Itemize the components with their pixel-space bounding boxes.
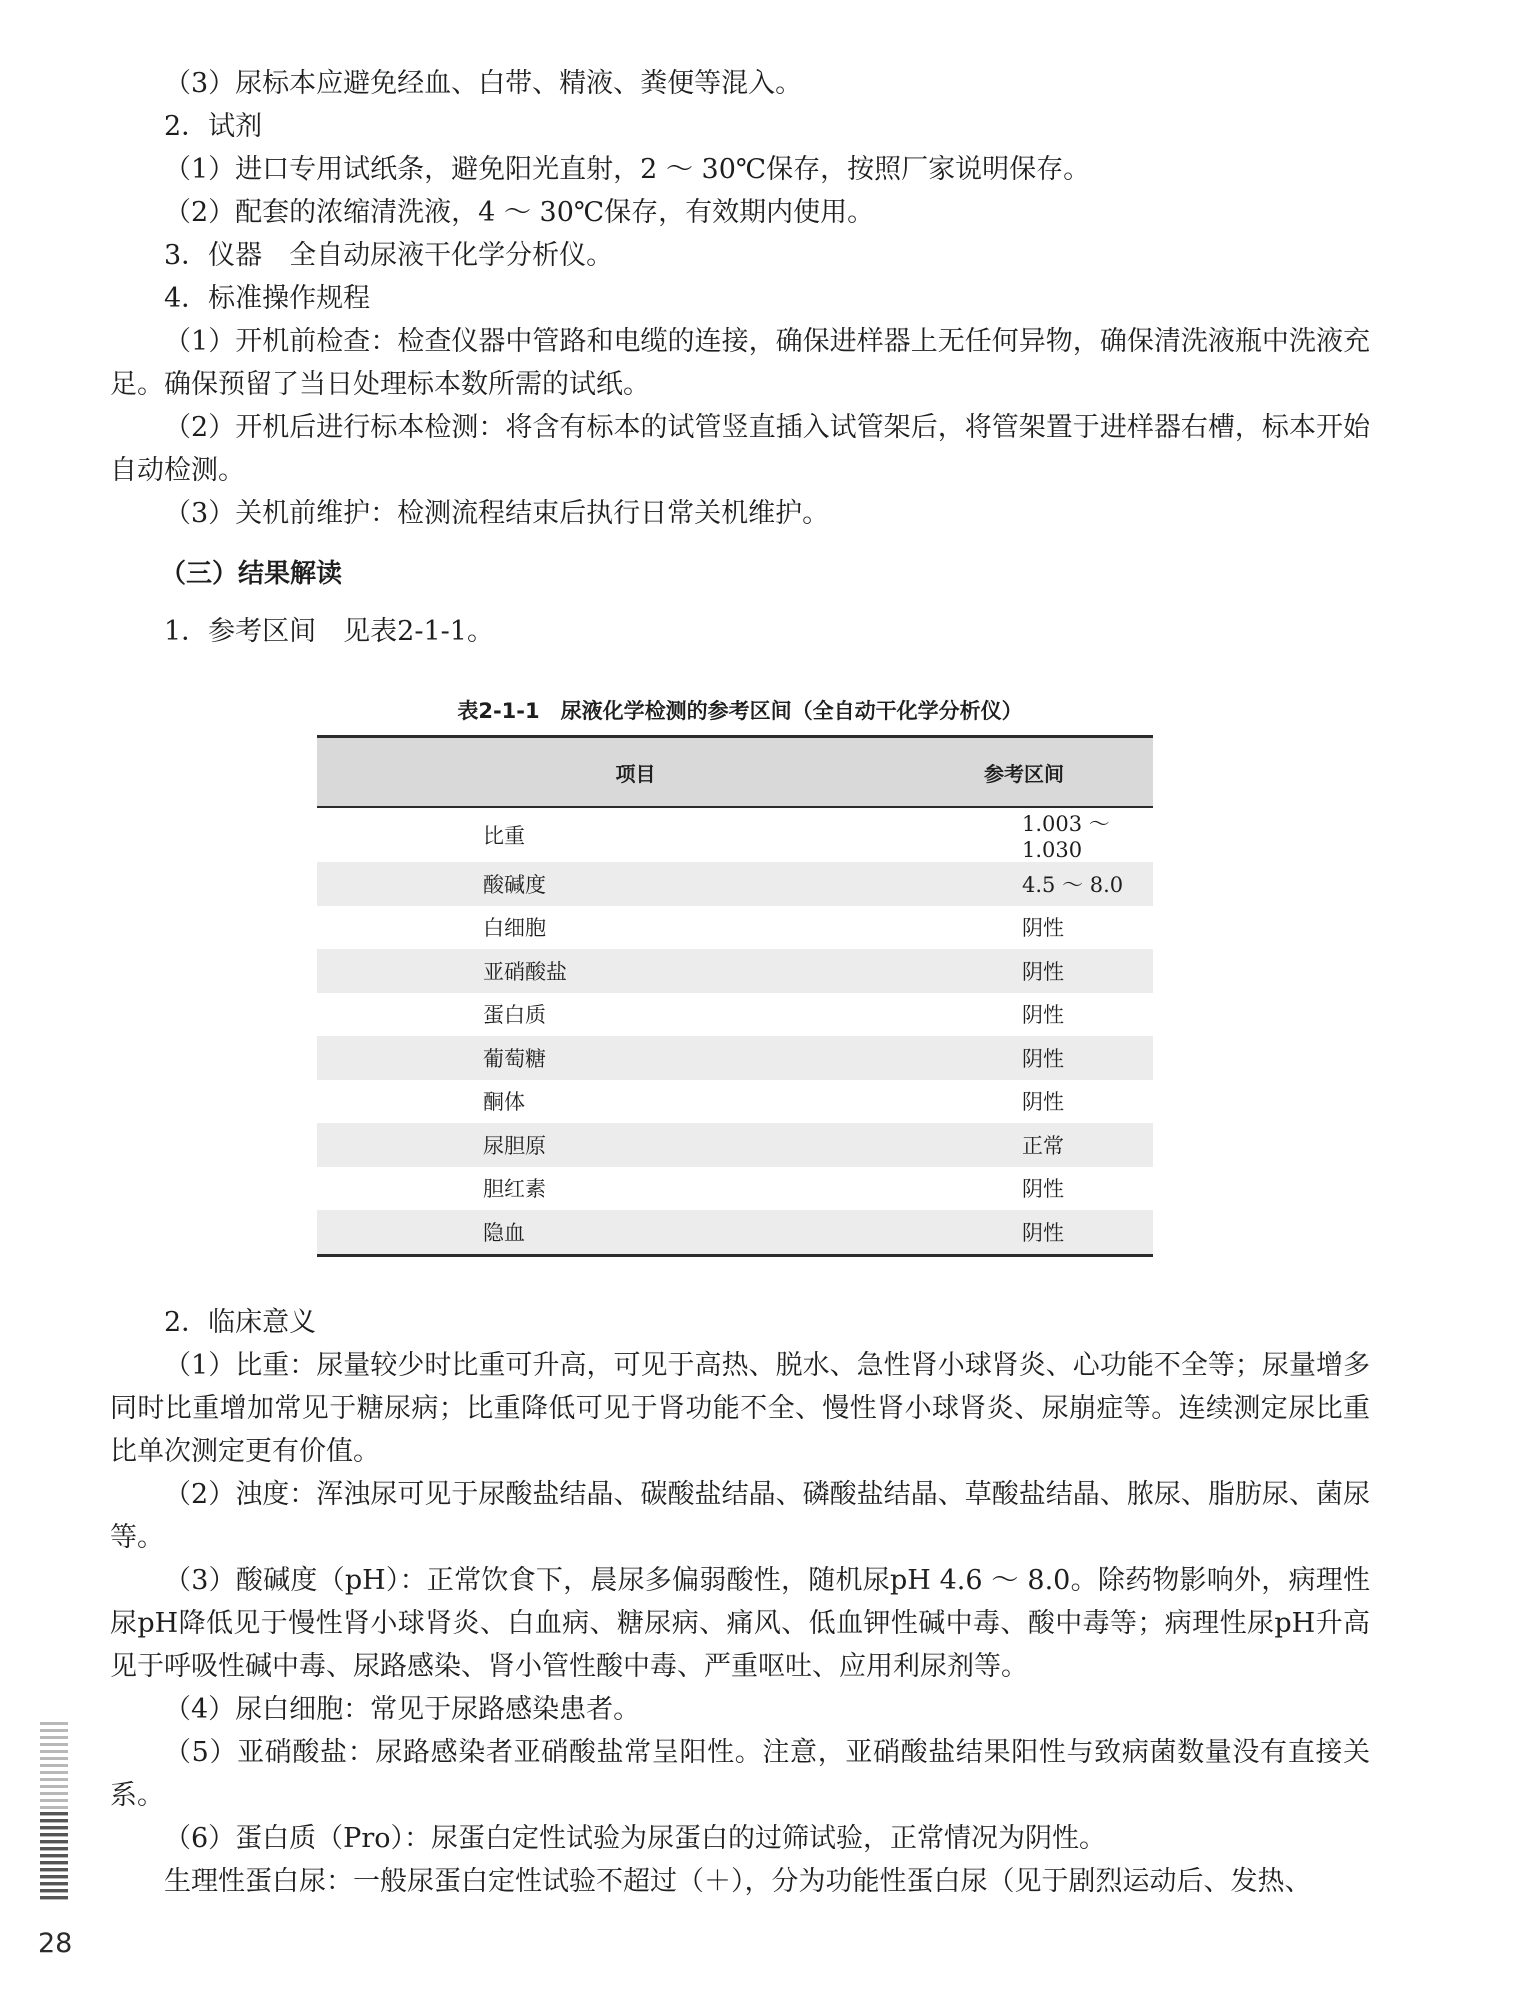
item-cell: 胆红素 (483, 1177, 546, 1202)
range-cell: 阴性 (895, 1036, 1153, 1080)
clinical-significance-section (110, 1301, 1370, 1903)
paragraph: （1）比重：尿量较少时比重可升高，可见于高热、脱水、急性肾小球肾炎、心功能不全等；尿量增多同时比重增加常见于糖尿病；比重降低可见于肾功能不全、慢性肾小球肾炎、尿崩症等。连续测定尿比重比单次测定更有价值。 (110, 1349, 1370, 1467)
paragraph: （3）尿标本应避免经血、白带、精液、粪便等混入。 (164, 68, 803, 99)
page-content (110, 62, 1370, 1903)
range-cell: 阴性 (1022, 916, 1064, 941)
table-row (317, 1080, 1153, 1124)
item-cell: 比重 (483, 824, 525, 848)
table-row (317, 949, 1153, 993)
table-row (317, 993, 1153, 1037)
item-cell: 亚硝酸盐 (317, 949, 895, 993)
table-row (317, 862, 1153, 906)
range-cell: 4.5 ～ 8.0 (895, 862, 1153, 906)
table-row (317, 1123, 1153, 1167)
range-cell: 阴性 (1022, 1177, 1064, 1202)
paragraph: 2．试剂 (164, 111, 263, 142)
page-number: 28 (38, 1928, 73, 1959)
range-cell: 正常 (895, 1123, 1153, 1167)
margin-tick-marks (40, 1722, 68, 1902)
table-header-item: 项目 (317, 737, 895, 808)
table-row (317, 807, 1153, 862)
table-header-range: 参考区间 (895, 737, 1153, 808)
paragraph: （1）开机前检查：检查仪器中管路和电缆的连接，确保进样器上无任何异物，确保清洗液瓶中洗液充足。确保预留了当日处理标本数所需的试纸。 (110, 326, 1370, 400)
paragraph: （3）酸碱度（pH）：正常饮食下，晨尿多偏弱酸性，随机尿pH 4.6 ～ 8.0。除药物影响外，病理性尿pH降低见于慢性肾小球肾炎、白血病、糖尿病、痛风、低血钾性碱中毒、酸中毒等；病理性尿pH升高见于呼吸性碱中毒、尿路感染、肾小管性酸中毒、严重呕吐、应用利尿剂等。 (110, 1564, 1370, 1682)
range-cell: 阴性 (1022, 1090, 1064, 1115)
reference-line: 1．参考区间 见表2-1-1。 (164, 616, 494, 647)
paragraph: （1）进口专用试纸条，避免阳光直射，2 ～ 30℃保存，按照厂家说明保存。 (164, 154, 1091, 185)
table-row (317, 1167, 1153, 1211)
table-row (317, 1036, 1153, 1080)
item-cell: 尿胆原 (317, 1123, 895, 1167)
item-cell: 酸碱度 (317, 862, 895, 906)
paragraph: 3．仪器 全自动尿液干化学分析仪。 (164, 240, 614, 271)
paragraph: 4．标准操作规程 (164, 283, 371, 314)
paragraph: （2）开机后进行标本检测：将含有标本的试管竖直插入试管架后，将管架置于进样器右槽，标本开始自动检测。 (110, 412, 1370, 486)
range-cell: 阴性 (1022, 1003, 1064, 1028)
item-cell: 白细胞 (483, 916, 546, 941)
paragraph: （4）尿白细胞：常见于尿路感染患者。 (164, 1693, 641, 1725)
item-cell: 隐血 (317, 1210, 895, 1255)
item-cell: 葡萄糖 (317, 1036, 895, 1080)
paragraph: （6）蛋白质（Pro）：尿蛋白定性试验为尿蛋白的过筛试验，正常情况为阴性。 (164, 1822, 1107, 1854)
range-cell: 阴性 (895, 1210, 1153, 1255)
item-cell: 蛋白质 (483, 1003, 546, 1028)
table-caption: 表2-1-1 尿液化学检测的参考区间（全自动干化学分析仪） (457, 699, 1023, 723)
range-cell: 阴性 (895, 949, 1153, 993)
paragraph: （3）关机前维护：检测流程结束后执行日常关机维护。 (164, 498, 830, 529)
table-row (317, 906, 1153, 950)
reference-table (317, 735, 1153, 1257)
paragraph: 生理性蛋白尿：一般尿蛋白定性试验不超过（＋），分为功能性蛋白尿（见于剧烈运动后、发热、 (164, 1865, 1312, 1897)
section-heading: （三）结果解读 (160, 559, 343, 589)
table-header-row (317, 737, 1153, 808)
paragraph: （2）配套的浓缩清洗液，4 ～ 30℃保存，有效期内使用。 (164, 197, 875, 228)
paragraph: （2）浊度：浑浊尿可见于尿酸盐结晶、碳酸盐结晶、磷酸盐结晶、草酸盐结晶、脓尿、脂肪尿、菌尿等。 (110, 1478, 1370, 1553)
range-cell: 1.003 ～ 1.030 (1022, 812, 1110, 862)
paragraph: （5）亚硝酸盐：尿路感染者亚硝酸盐常呈阳性。注意，亚硝酸盐结果阳性与致病菌数量没有直接关系。 (110, 1736, 1370, 1811)
item-cell: 酮体 (483, 1090, 525, 1115)
table-row (317, 1210, 1153, 1255)
paragraph: 2．临床意义 (164, 1306, 317, 1338)
